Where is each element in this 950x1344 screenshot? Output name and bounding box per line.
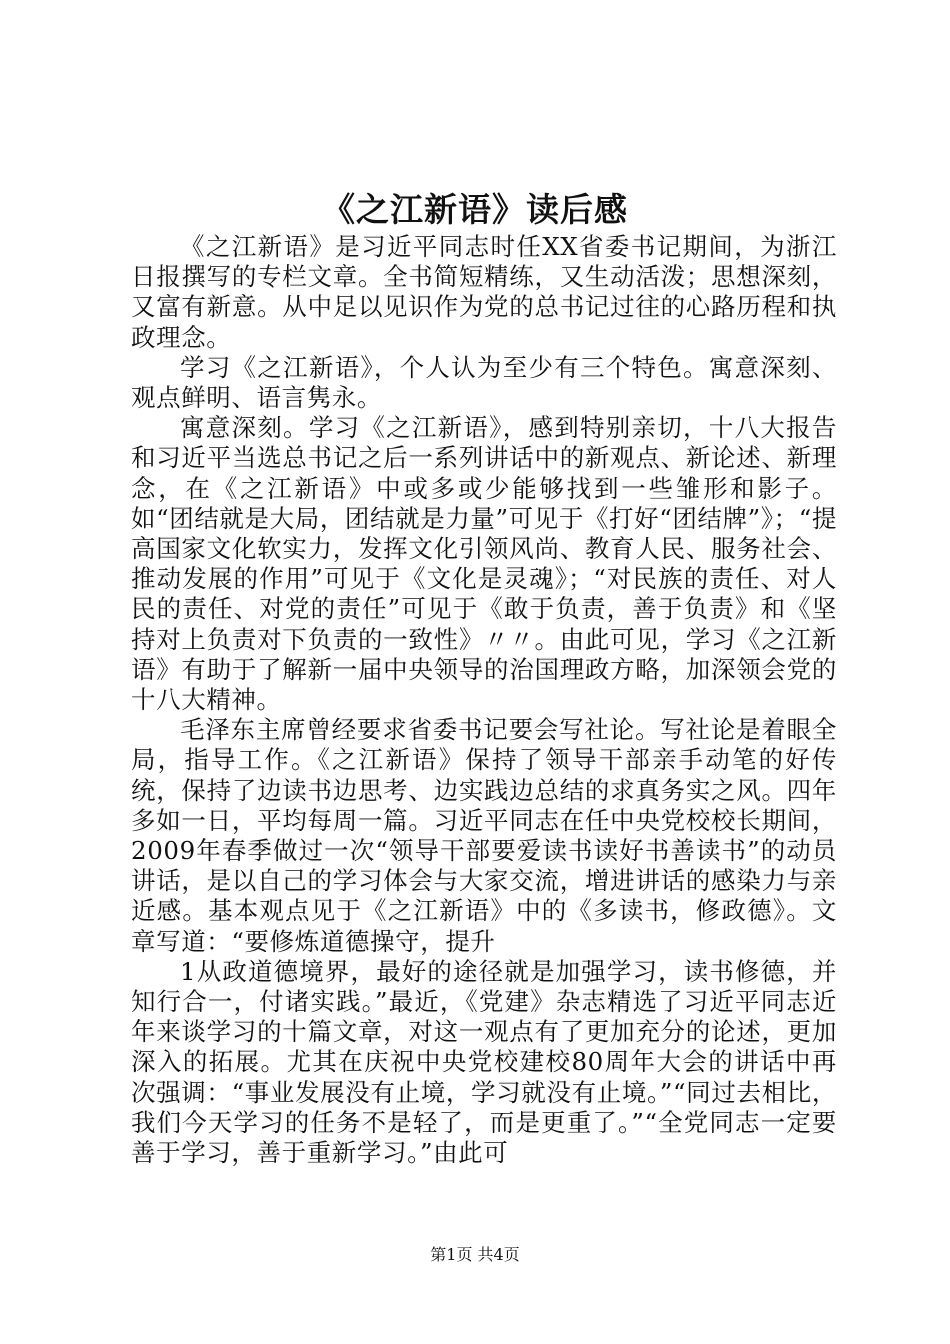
document-title: 《之江新语》读后感 <box>322 190 628 229</box>
paragraph-3: 寓意深刻。学习《之江新语》，感到特别亲切，十八大报告和习近平当选总书记之后一系列讲话中的新观点、新论述、新理念，在《之江新语》中或多或少能够找到一些雏形和影子。如“团结就是大局，团结就是力量”可见于《打好“团结牌”》；“提高国家文化软实力，发挥文化引领风尚、教育人民、服务社会、推动发展的作用”可见于《文化是灵魂》；“对民族的责任、对人民的责任、对党的责任”可见于《敢于负责，善于负责》和《坚持对上负责对下负责的一致性》〃〃。由此可见，学习《之江新语》有助于了解新一届中央领导的治国理政方略，加深领会党的十八大精神。 <box>131 413 837 715</box>
paragraph-2: 学习《之江新语》，个人认为至少有三个特色。寓意深刻、观点鲜明、语言隽永。 <box>131 352 837 413</box>
document-body <box>131 232 837 1168</box>
paragraph-5: 1从政道德境界，最好的途径就是加强学习，读书修德，并知行合一，付诸实践。”最近，《党建》杂志精选了习近平同志近年来谈学习的十篇文章，对这一观点有了更加充分的论述，更加深入的拓展。尤其在庆祝中央党校建校80周年大会的讲话中再次强调：“事业发展没有止境，学习就没有止境。”“同过去相比，我们今天学习的任务不是轻了，而是更重了。”“全党同志一定要善于学习，善于重新学习。”由此可 <box>131 956 837 1168</box>
paragraph-4: 毛泽东主席曾经要求省委书记要会写社论。写社论是着眼全局，指导工作。《之江新语》保持了领导干部亲手动笔的好传统，保持了边读书边思考、边实践边总结的求真务实之风。四年多如一日，平均每周一篇。习近平同志在任中央党校校长期间，2009年春季做过一次“领导干部要爱读书读好书善读书”的动员讲话，是以自己的学习体会与大家交流，增进讲话的感染力与亲近感。基本观点见于《之江新语》中的《多读书，修政德》。文章写道：“要修炼道德操守，提升 <box>131 715 837 956</box>
page-number-footer: 第1页 共4页 <box>430 1245 520 1264</box>
paragraph-1: 《之江新语》是习近平同志时任XX省委书记期间，为浙江日报撰写的专栏文章。全书简短精练，又生动活泼；思想深刻，又富有新意。从中足以见识作为党的总书记过往的心路历程和执政理念。 <box>131 232 837 352</box>
